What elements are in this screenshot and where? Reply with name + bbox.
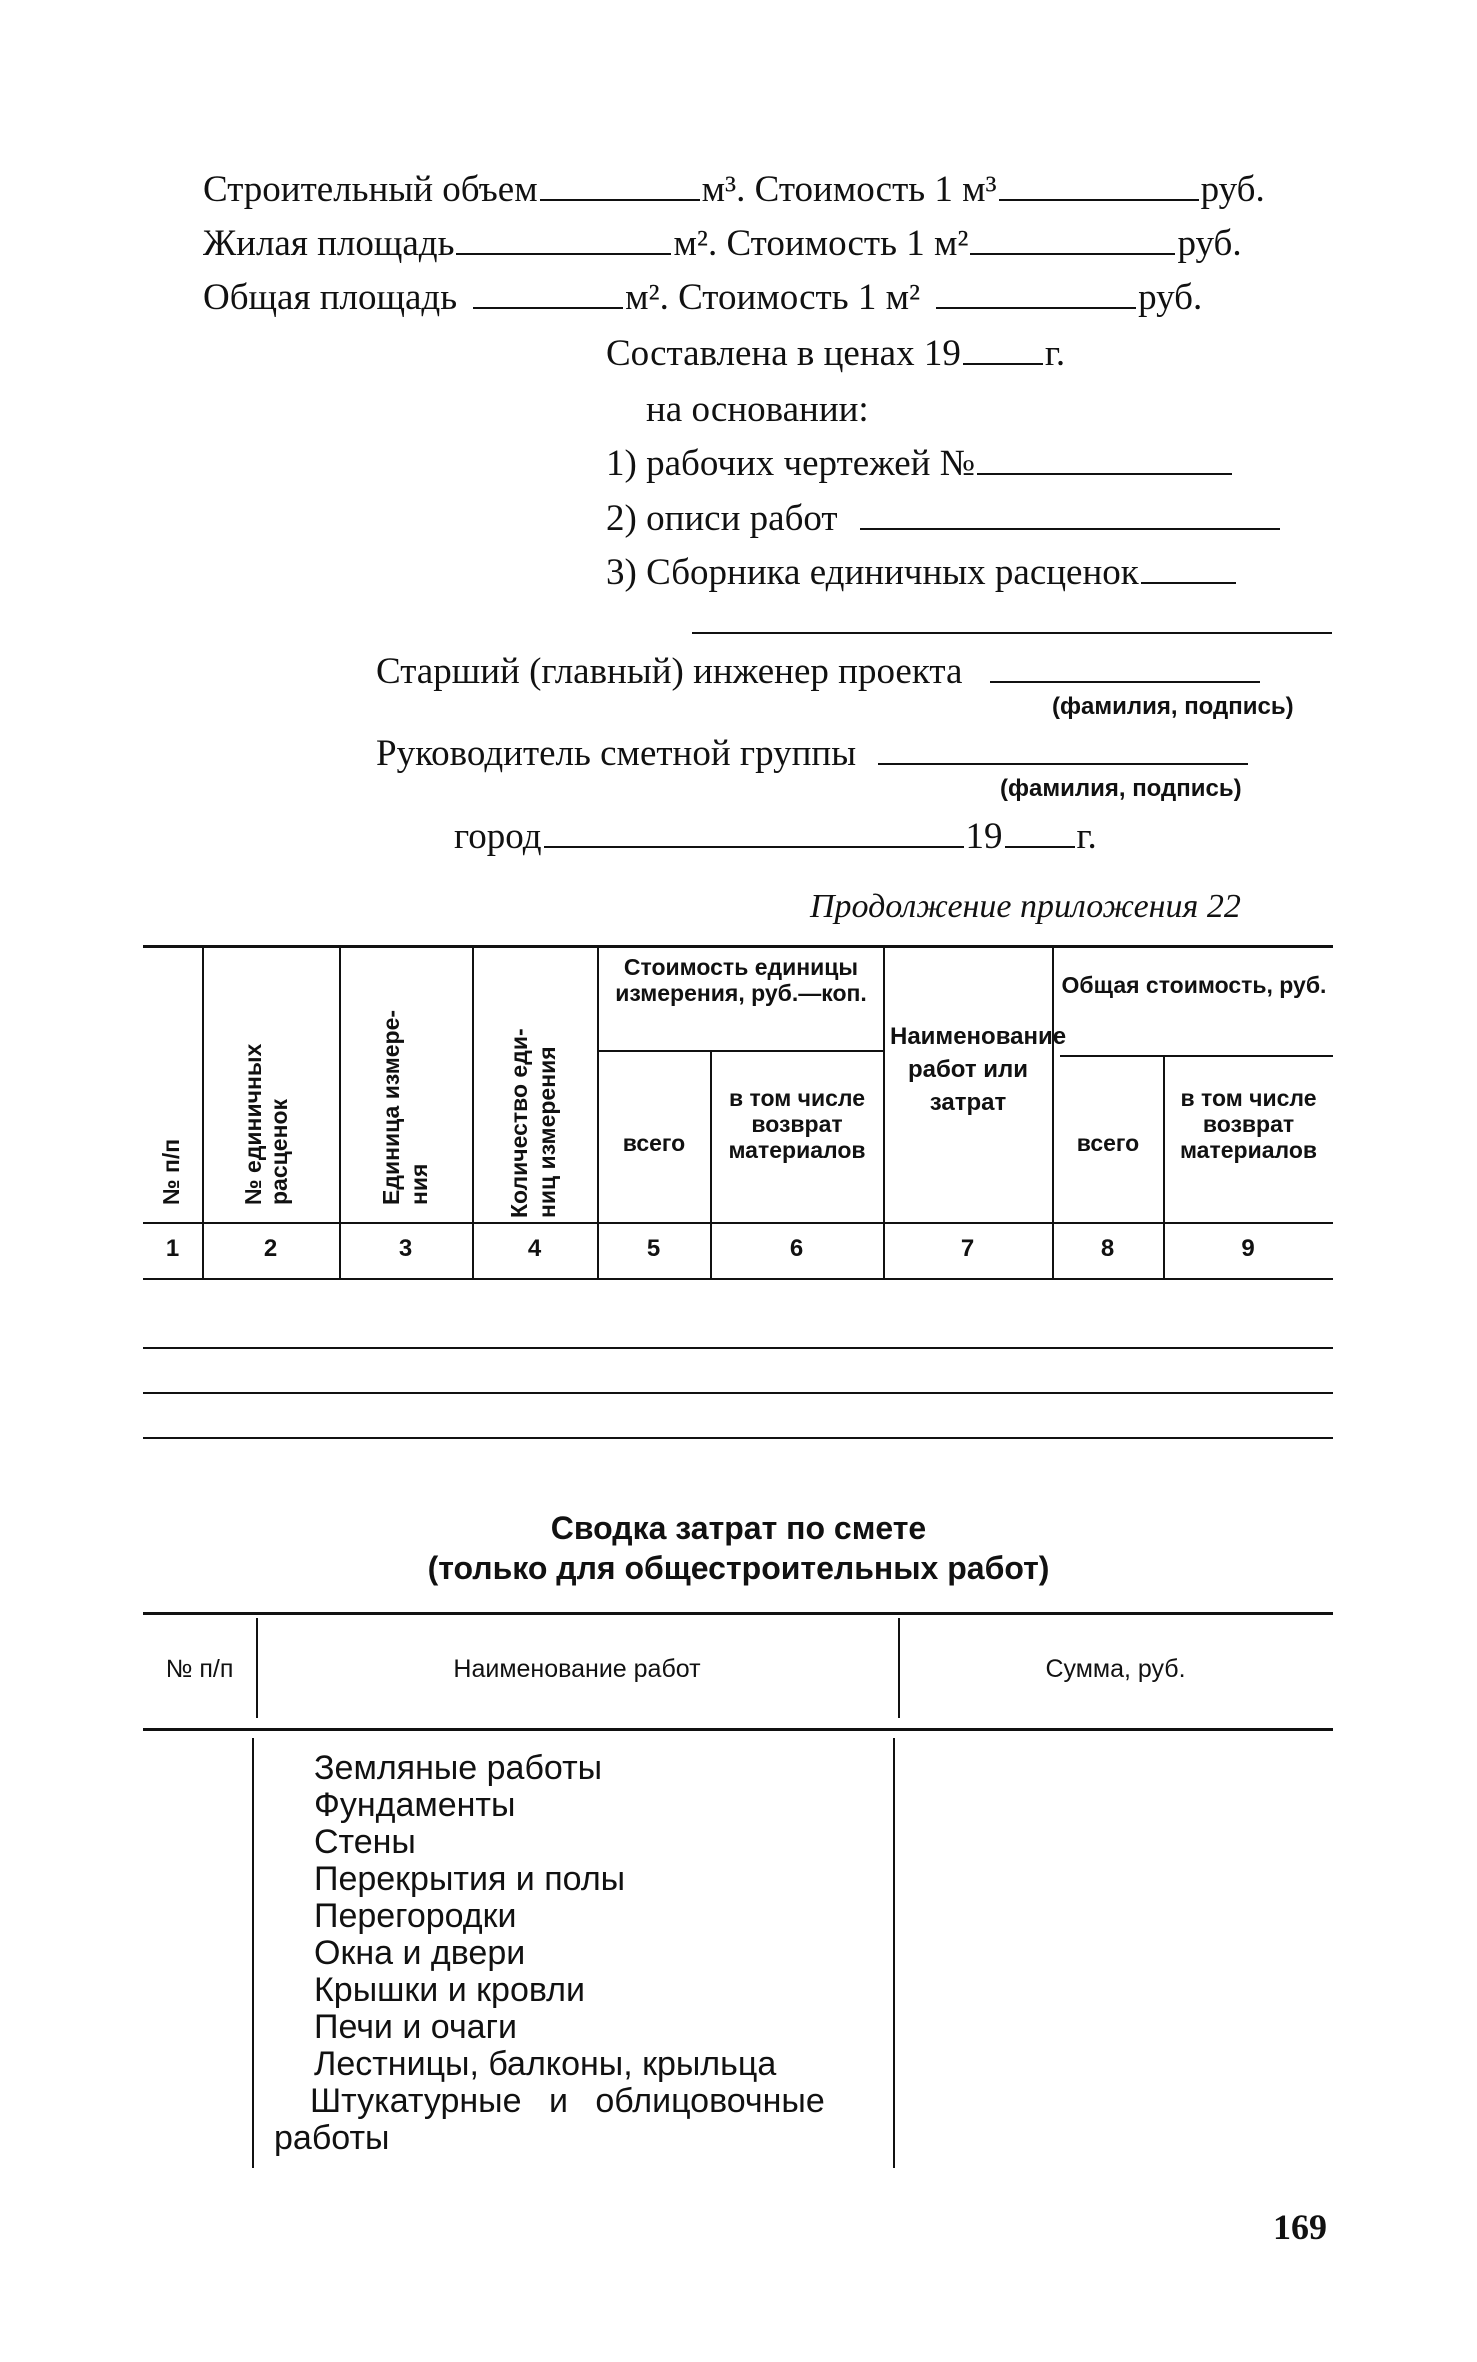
building-volume-label: Строительный объем bbox=[203, 169, 538, 210]
currency-label: руб. bbox=[1138, 277, 1203, 318]
summary-work-item: Лестницы, балконы, крыльца bbox=[314, 2045, 777, 2083]
col-divider-1 bbox=[202, 945, 204, 1278]
summary-work-item: Окна и двери bbox=[314, 1934, 526, 1972]
total-area-label: Общая площадь bbox=[203, 277, 458, 318]
col4-header-b: ниц измерения bbox=[534, 1046, 560, 1218]
continuation-caption: Продолжение приложения 22 bbox=[810, 888, 1241, 925]
chief-engineer-hint: (фамилия, подпись) bbox=[1052, 693, 1294, 720]
table-row-rule bbox=[143, 1392, 1333, 1394]
estimate-head-line bbox=[376, 732, 1250, 776]
city-year-suffix: г. bbox=[1076, 816, 1097, 857]
table-number-row-rule bbox=[143, 1278, 1333, 1280]
col3-header-b: ния bbox=[406, 1163, 432, 1205]
city-year-label: 19 bbox=[965, 816, 1003, 857]
living-area-blank[interactable] bbox=[456, 252, 671, 255]
col-divider-2 bbox=[339, 945, 341, 1278]
chief-engineer-line bbox=[376, 650, 1262, 694]
basis-drawings-blank[interactable] bbox=[977, 472, 1232, 475]
total-cost-group-rule bbox=[1060, 1055, 1333, 1057]
city-label: город bbox=[454, 816, 542, 857]
col-number: 4 bbox=[527, 1235, 542, 1262]
estimate-head-hint: (фамилия, подпись) bbox=[1000, 775, 1242, 802]
estimate-head-blank[interactable] bbox=[878, 762, 1248, 765]
currency-label: руб. bbox=[1200, 169, 1265, 210]
living-area-line bbox=[203, 222, 1242, 266]
summary-work-item: Штукатурные и облицовочные bbox=[310, 2082, 825, 2120]
basis-collection-line bbox=[606, 551, 1238, 595]
total-cost-blank[interactable] bbox=[936, 306, 1136, 309]
summary-work-item: Перегородки bbox=[314, 1897, 517, 1935]
col-number: 2 bbox=[263, 1235, 278, 1262]
total-cost-label: м². Стоимость 1 м² bbox=[625, 277, 921, 318]
basis-inventory-blank[interactable] bbox=[860, 527, 1280, 530]
page-number: 169 bbox=[1273, 2207, 1327, 2247]
col7-header: Наименование работ или затрат bbox=[890, 1023, 1067, 1116]
col8-header: всего bbox=[1076, 1130, 1140, 1156]
building-volume-line bbox=[203, 168, 1265, 212]
summary-col-sum: Сумма, руб. bbox=[1045, 1655, 1186, 1683]
prices-label: Составлена в ценах 19 bbox=[606, 333, 961, 374]
summary-work-item: Земляные работы bbox=[314, 1749, 603, 1787]
col2-header: № единичных расценок bbox=[240, 1043, 292, 1205]
summary-divider-1 bbox=[252, 1738, 254, 2168]
living-area-label: Жилая площадь bbox=[203, 223, 455, 264]
basis-drawings-line bbox=[606, 442, 1234, 486]
city-year-blank[interactable] bbox=[1005, 845, 1075, 848]
col5-header: всего bbox=[622, 1130, 686, 1156]
col-divider-3 bbox=[472, 945, 474, 1278]
col4-header-a: Количество еди- bbox=[506, 1028, 532, 1218]
col-divider-7 bbox=[1052, 945, 1054, 1278]
basis-collection-label: 3) Сборника единичных расценок bbox=[606, 552, 1139, 593]
table-top-rule bbox=[143, 945, 1333, 948]
basis-collection-blank[interactable] bbox=[1141, 581, 1236, 584]
summary-header-rule bbox=[143, 1728, 1333, 1731]
summary-work-item: Фундаменты bbox=[314, 1786, 516, 1824]
basis-extra-blank[interactable] bbox=[692, 632, 1332, 634]
col-number: 6 bbox=[789, 1235, 804, 1262]
summary-work-item: Крышки и кровли bbox=[314, 1971, 585, 2009]
prices-line bbox=[606, 332, 1065, 376]
summary-subtitle: (только для общестроительных работ) bbox=[427, 1550, 1050, 1586]
estimate-head-label: Руководитель сметной группы bbox=[376, 733, 857, 774]
col-number: 7 bbox=[960, 1235, 975, 1262]
summary-work-item: Стены bbox=[314, 1823, 416, 1861]
city-blank[interactable] bbox=[544, 845, 964, 848]
col-number: 9 bbox=[1241, 1235, 1255, 1262]
col-divider-6 bbox=[883, 945, 885, 1278]
volume-cost-blank[interactable] bbox=[999, 198, 1199, 201]
unit-cost-group-header: Стоимость единицы измерения, руб.—коп. bbox=[615, 954, 867, 1006]
col-divider-4 bbox=[597, 945, 599, 1278]
summary-col-name: Наименование работ bbox=[453, 1655, 701, 1683]
col1-header: № п/п bbox=[158, 1138, 184, 1205]
basis-drawings-label: 1) рабочих чертежей № bbox=[606, 443, 976, 484]
table-row-rule bbox=[143, 1437, 1333, 1439]
table-row-rule bbox=[143, 1347, 1333, 1349]
chief-engineer-label: Старший (главный) инженер проекта bbox=[376, 651, 963, 692]
summary-top-rule bbox=[143, 1612, 1333, 1615]
building-volume-blank[interactable] bbox=[540, 198, 700, 201]
volume-cost-label: м³. Стоимость 1 м³ bbox=[701, 169, 997, 210]
table-header-bottom-rule bbox=[143, 1222, 1333, 1224]
basis-label: на основании: bbox=[646, 389, 869, 430]
living-cost-label: м². Стоимость 1 м² bbox=[673, 223, 969, 264]
summary-title: Сводка затрат по смете bbox=[550, 1510, 927, 1546]
col9-header: в том числе возврат материалов bbox=[1179, 1085, 1318, 1163]
col-number: 8 bbox=[1100, 1235, 1115, 1262]
unit-cost-group-rule bbox=[597, 1050, 883, 1052]
city-line bbox=[454, 815, 1097, 859]
total-area-line bbox=[203, 276, 1202, 320]
col3-header-a: Единица измере- bbox=[378, 1009, 404, 1205]
basis-inventory-label: 2) описи работ bbox=[606, 498, 838, 539]
col-number: 3 bbox=[398, 1235, 413, 1262]
basis-inventory-line bbox=[606, 497, 1282, 541]
col-number: 1 bbox=[165, 1235, 180, 1262]
summary-work-item: работы bbox=[274, 2119, 390, 2157]
col-number: 5 bbox=[646, 1235, 661, 1262]
col6-header: в том числе возврат материалов bbox=[728, 1085, 866, 1163]
currency-label: руб. bbox=[1177, 223, 1242, 264]
chief-engineer-blank[interactable] bbox=[990, 680, 1260, 683]
summary-work-item: Печи и очаги bbox=[314, 2008, 517, 2046]
living-cost-blank[interactable] bbox=[970, 252, 1175, 255]
summary-divider-2 bbox=[893, 1738, 895, 2168]
total-cost-group-header: Общая стоимость, руб. bbox=[1061, 972, 1327, 998]
summary-work-item: Перекрытия и полы bbox=[314, 1860, 626, 1898]
summary-col-no: № п/п bbox=[165, 1655, 234, 1683]
prices-year-blank[interactable] bbox=[963, 362, 1043, 365]
year-suffix: г. bbox=[1044, 333, 1066, 374]
total-area-blank[interactable] bbox=[473, 306, 623, 309]
